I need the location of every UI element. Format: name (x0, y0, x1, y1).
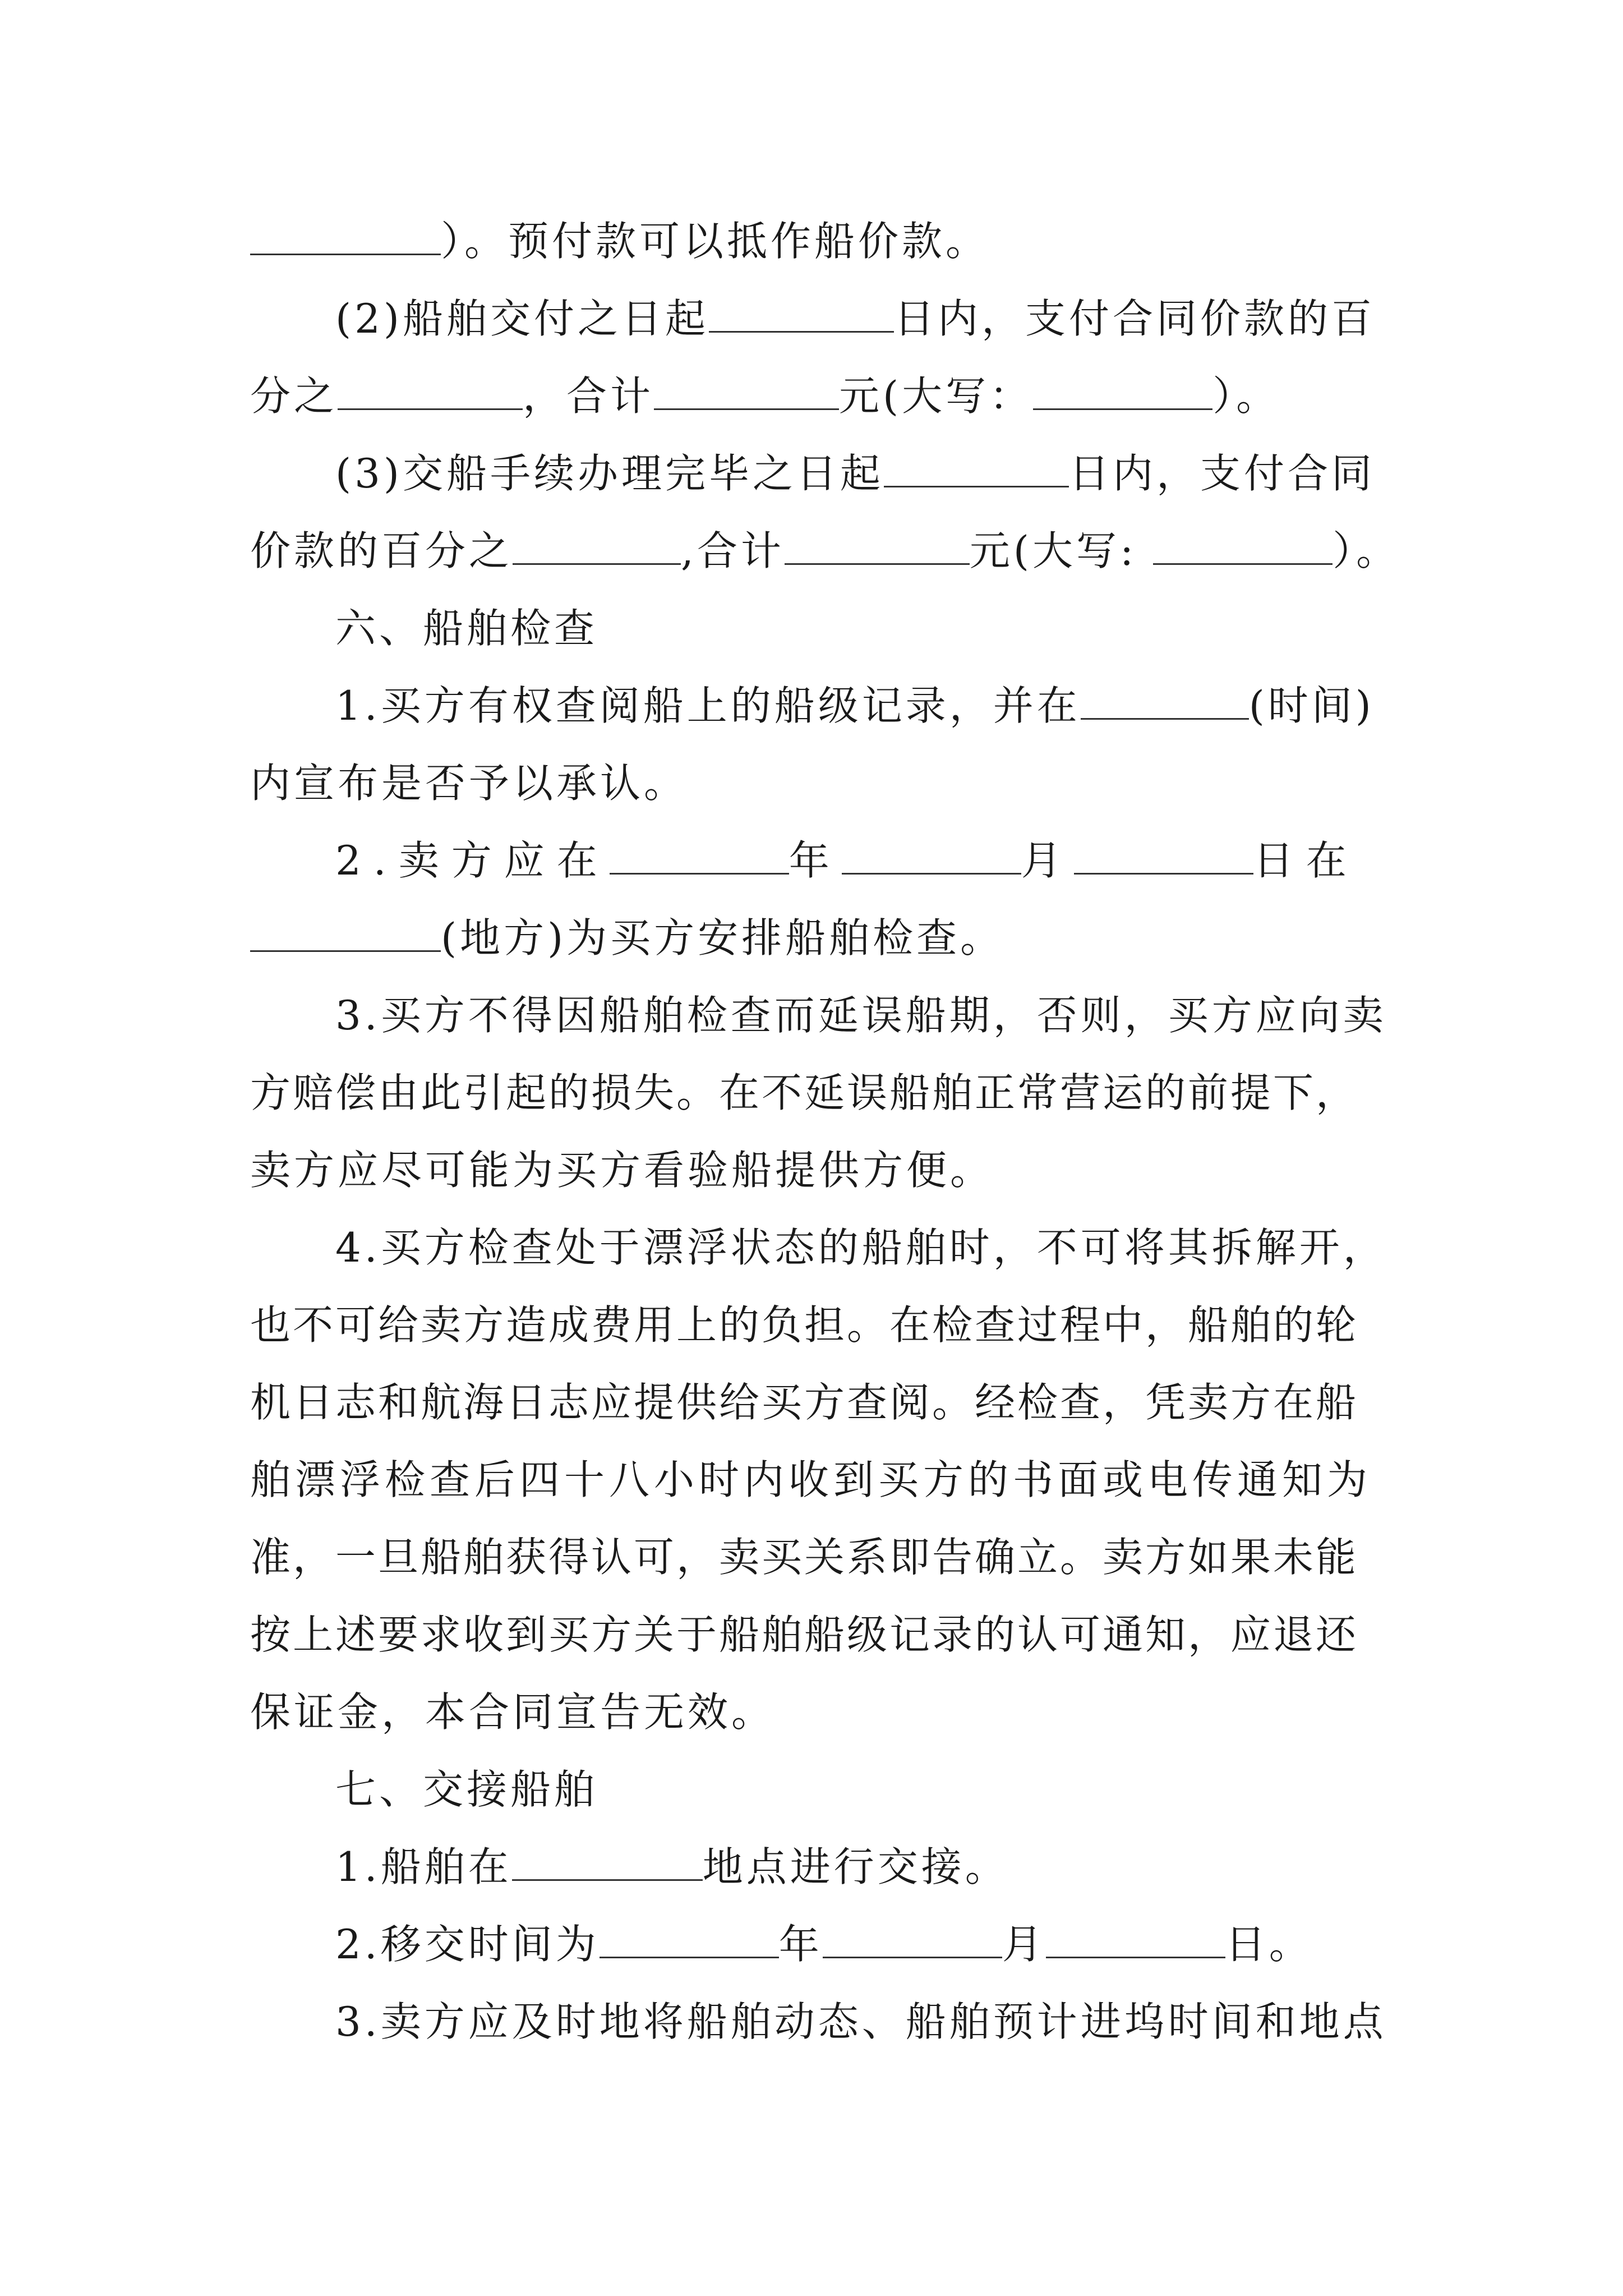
fill-blank (1074, 832, 1253, 875)
section-heading: 七、交接船舶 (335, 1766, 598, 1813)
fill-blank (250, 910, 441, 952)
text-line: (3)交船手续办理完毕之日起 日内，支付合同 (335, 445, 1375, 501)
text-line: 2.移交时间为 年 月 日。 (335, 1916, 1313, 1972)
text-line: 舶漂浮检查后四十八小时内收到买方的书面或电传通知为 (250, 1456, 1372, 1503)
text-line: (地方)为买方安排船舶检查。 (250, 910, 1004, 966)
text-line: 卖方应尽可能为买方看验船提供方便。 (250, 1147, 994, 1194)
fill-blank (250, 213, 441, 255)
fill-blank (512, 1839, 703, 1881)
fill-blank (842, 832, 1021, 875)
text-line: ）。预付款可以抵作船价款。 (250, 213, 989, 269)
fill-blank (600, 1916, 779, 1958)
fill-blank (1081, 678, 1249, 720)
text-line: 4.买方检查处于漂浮状态的船舶时，不可将其拆解开， (335, 1224, 1387, 1271)
fill-blank (1033, 368, 1212, 410)
text-line: 机日志和航海日志应提供给买方查阅。经检查，凭卖方在船 (250, 1379, 1359, 1426)
fill-blank (338, 368, 523, 410)
text-line: 准，一旦船舶获得认可，卖买关系即告确立。卖方如果未能 (250, 1534, 1359, 1581)
fill-blank (823, 1916, 1002, 1958)
text-line: 2.卖方应在 年 月 日在 (335, 832, 1359, 889)
fill-blank (1153, 523, 1332, 565)
fill-blank (654, 368, 839, 410)
text-line: (2)船舶交付之日起 日内，支付合同价款的百 (335, 291, 1375, 347)
fill-blank (884, 445, 1069, 487)
text-line: 内宣布是否予以承认。 (250, 760, 688, 807)
text-line: 分之 ，合计 元(大写： ）。 (250, 368, 1280, 424)
section-heading: 六、船舶检查 (335, 605, 598, 652)
text-line: 3.卖方应及时地将船舶动态、船舶预计进坞时间和地点 (335, 1998, 1387, 2045)
text-line: 方赔偿由此引起的损失。在不延误船舶正常营运的前提下， (250, 1069, 1359, 1116)
text-line: 1.船舶在 地点进行交接。 (335, 1839, 1009, 1895)
fill-blank (513, 523, 681, 565)
text-line: 1.买方有权查阅船上的船级记录，并在 (时间) (335, 678, 1375, 734)
fill-blank (709, 291, 894, 333)
text-line: 按上述要求收到买方关于船舶船级记录的认可通知，应退还 (250, 1611, 1359, 1658)
fill-blank (785, 523, 970, 565)
text-line: 保证金，本合同宣告无效。 (250, 1688, 776, 1736)
fill-blank (610, 832, 789, 875)
text-line: 也不可给卖方造成费用上的负担。在检查过程中，船舶的轮 (250, 1301, 1359, 1349)
text-line: 价款的百分之 ,合计 元(大写: ）。 (250, 523, 1400, 579)
text-line: 3.买方不得因船舶检查而延误船期，否则，买方应向卖 (335, 992, 1387, 1039)
fill-blank (1046, 1916, 1225, 1958)
